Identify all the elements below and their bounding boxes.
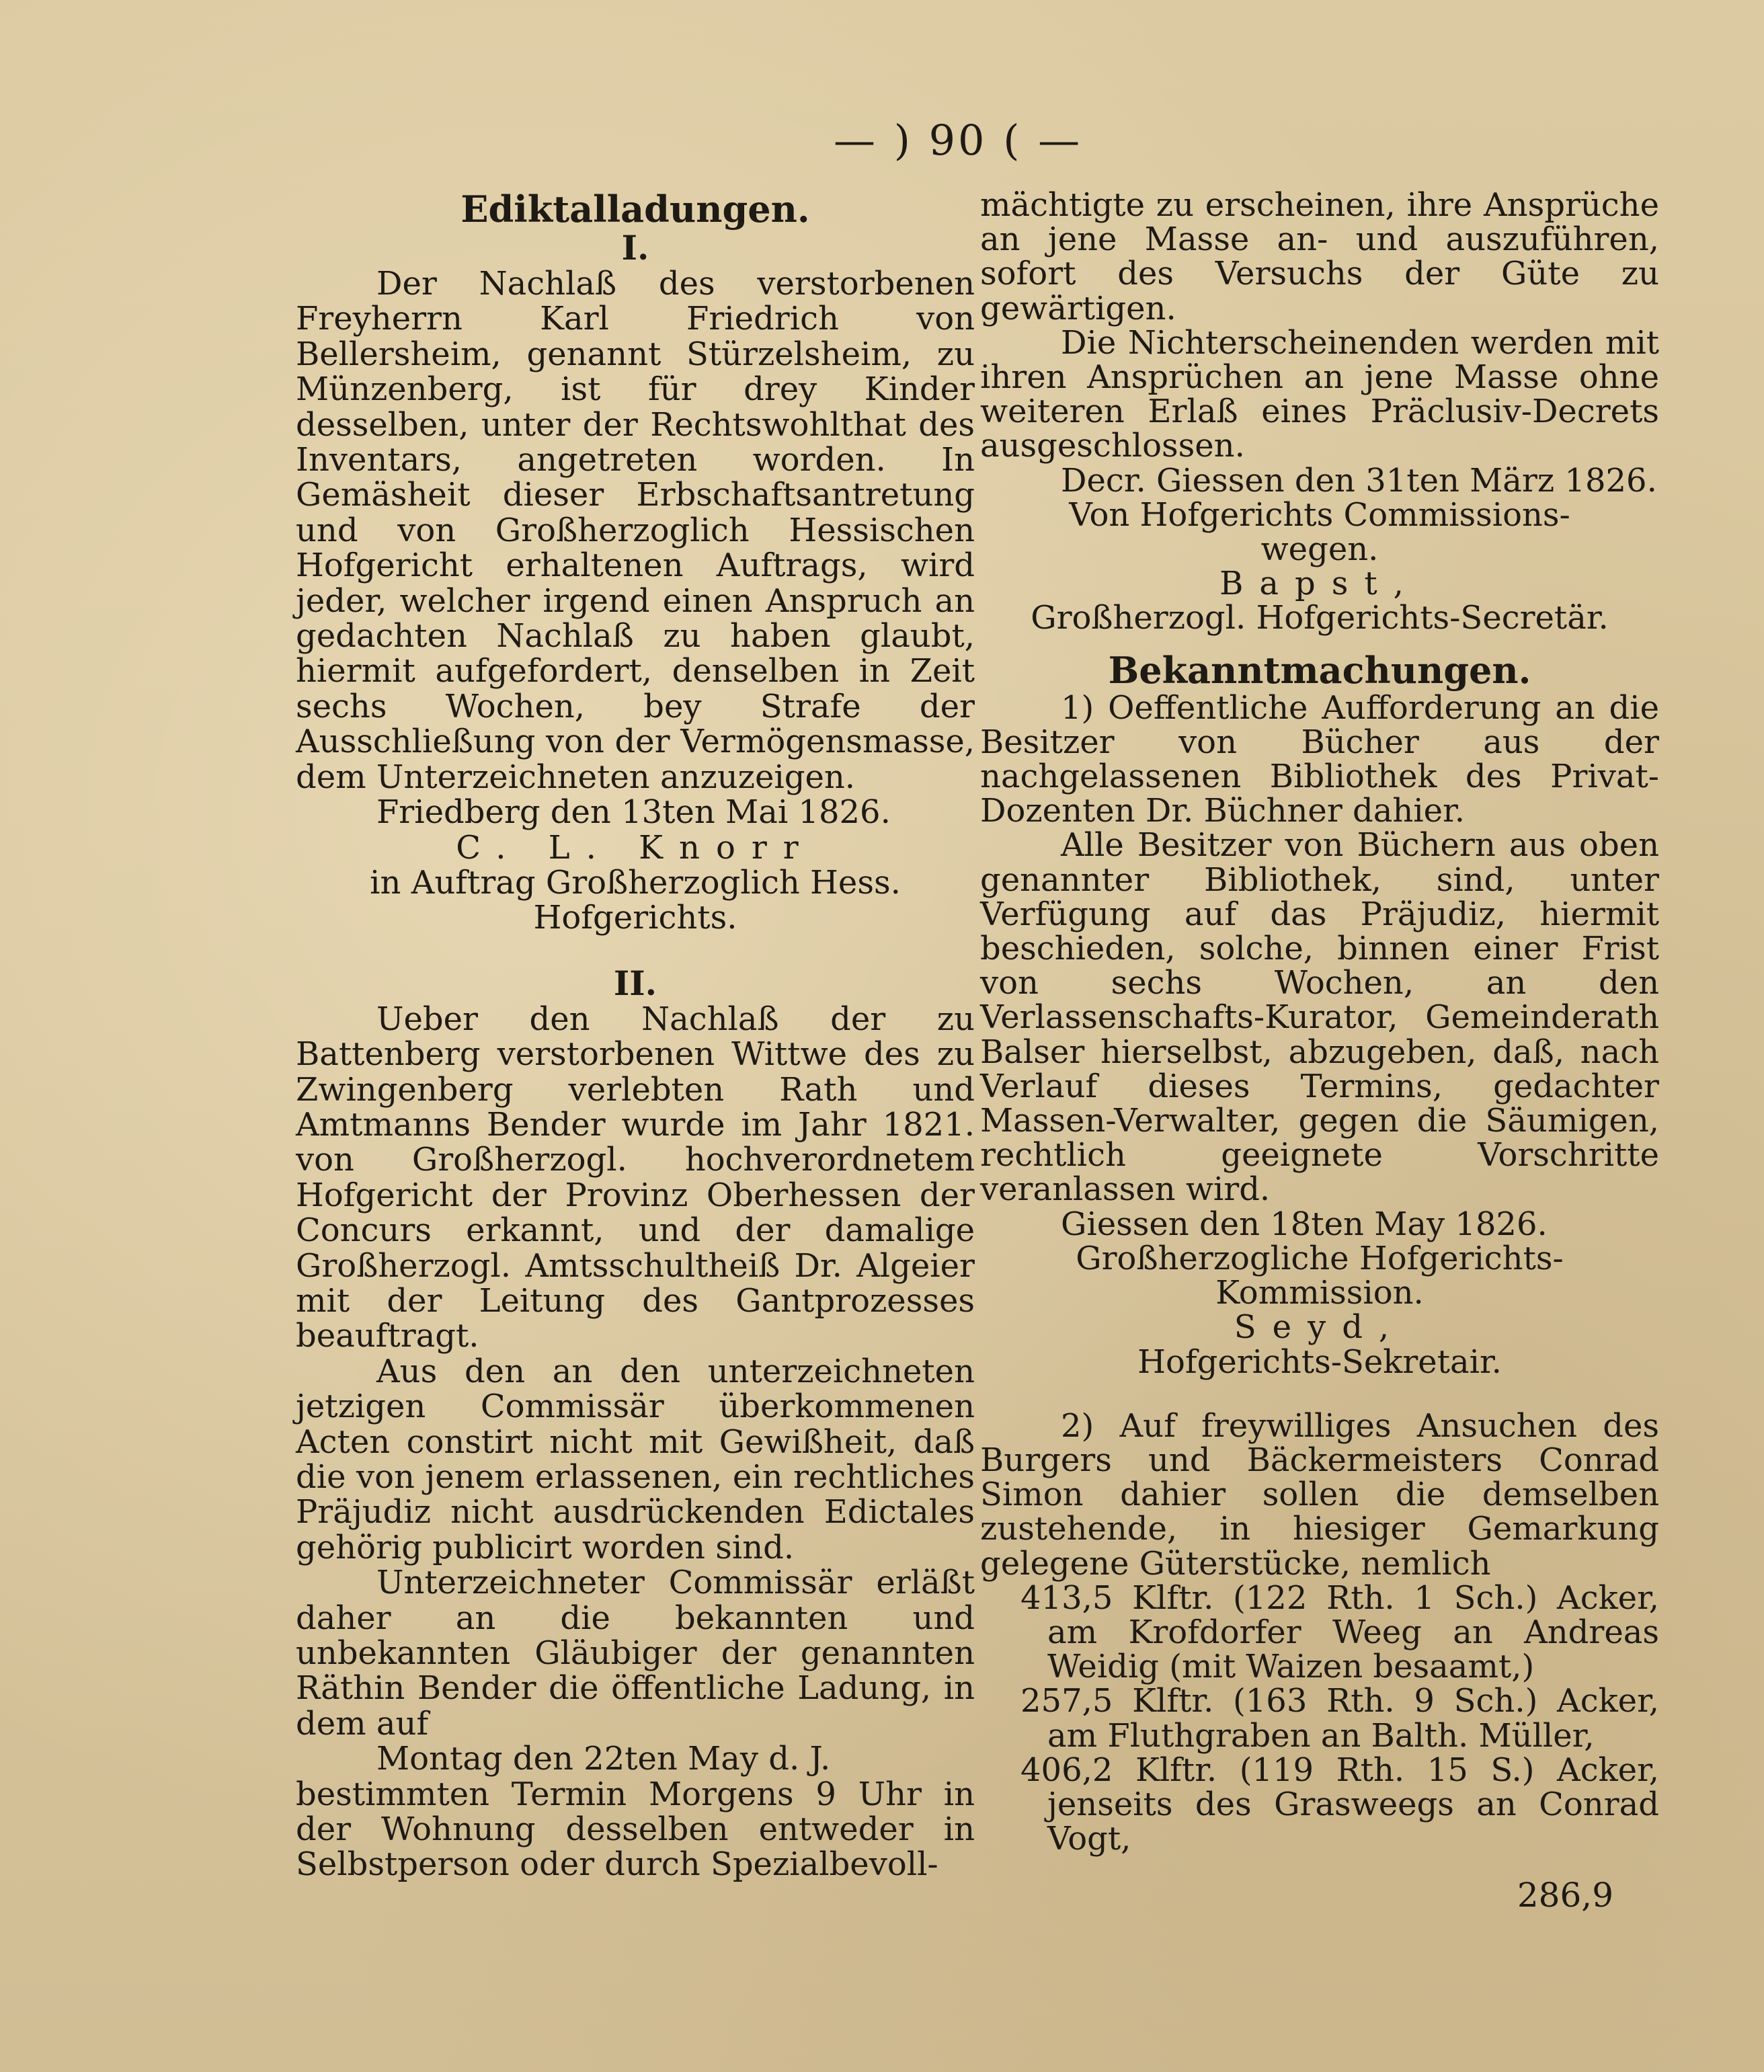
- item1-signature-role: Hofgerichts-Sekretair.: [1137, 1343, 1502, 1381]
- item1-title: 1) Oeffentliche Aufforderung an die Besitzer von Bücher aus der nachgelassenen Bibliothek des Privat-Dozenten Dr. Büchner dahier.: [980, 688, 1659, 830]
- item1-body: Alle Besitzer von Büchern aus oben genannter Bibliothek, sind, unter Verfügung auf das Präjudiz, hiermit beschieden, solche, binnen einer Frist von sechs Wochen, an den Verlassenschafts-Kurator, Gemeinderath Balser hierselbst, abzugeben, daß, nach Verlauf dieses Termins, gedachter Massen-Verwalter, gegen die Säumigen, rechtlich geeignete Vorschritte veranlassen wird.: [980, 826, 1659, 1209]
- part1-signature-role-2: Hofgerichts.: [533, 899, 737, 937]
- part-label-2: II.: [613, 963, 657, 1003]
- continued-signature-1: Von Hofgerichts Commissions-: [1069, 495, 1570, 534]
- continued-body-2: Die Nichterscheinenden werden mit ihren Ansprüchen an jene Masse ohne weiteren Erlaß eines Präclusiv-Decrets ausgeschlossen.: [980, 323, 1659, 465]
- item1-signature-name: Seyd,: [1234, 1308, 1406, 1347]
- list-item: 257,5 Klftr. (163 Rth. 9 Sch.) Acker, am Fluthgraben an Balth. Müller,: [1020, 1682, 1659, 1755]
- left-column: [296, 188, 975, 1882]
- item1-signature-1: Großherzogliche Hofgerichts-Kommission.: [1076, 1239, 1564, 1312]
- part2-body-1: Ueber den Nachlaß der zu Battenberg verstorbenen Wittwe des zu Zwingenberg verlebten Rath und Amtmanns Bender wurde im Jahr 1821. von Großherzogl. hochverordnetem Hofgericht der Provinz Oberhessen der Concurs erkannt, und der damalige Großherzogl. Amtsschultheiß Dr. Algeier mit der Leitung des Gantprozesses beauftragt.: [296, 1000, 975, 1355]
- list-item: 413,5 Klftr. (122 Rth. 1 Sch.) Acker, am Krofdorfer Weeg an Andreas Weidig (mit Waizen besaamt,): [1020, 1579, 1659, 1686]
- list-item: 406,2 Klftr. (119 Rth. 15 S.) Acker, jenseits des Grasweegs an Conrad Vogt,: [1020, 1751, 1659, 1858]
- part1-signature-name: C. L. Knorr: [456, 828, 815, 867]
- continued-signature-name: Bapst,: [1219, 565, 1420, 603]
- part1-signature-role-1: in Auftrag Großherzoglich Hess.: [370, 863, 901, 902]
- item2-intro: 2) Auf freywilliges Ansuchen des Burgers und Bäckermeisters Conrad Simon dahier sollen die demselben zustehende, in hiesiger Gemarkung gelegene Güterstücke, nemlich: [980, 1406, 1659, 1583]
- part2-body-3: Unterzeichneter Commissär erläßt daher an die bekannten und unbekannten Gläubiger der genannten Räthin Bender die öffentliche Ladung, in dem auf: [296, 1564, 975, 1743]
- continued-signature-2: wegen.: [1260, 530, 1379, 569]
- page-number: — ) 90 ( —: [834, 116, 1083, 165]
- part1-body: Der Nachlaß des verstorbenen Freyherrn Karl Friedrich von Bellersheim, genannt Stürzelsheim, zu Münzenberg, ist für drey Kinder desselben, unter der Rechtswohlthat des Inventars, angetreten worden. In Gemäsheit dieser Erbschaftsantretung und von Großherzoglich Hessischen Hofgericht erhaltenen Auftrags, wird jeder, welcher irgend einen Anspruch an gedachten Nachlaß zu haben glaubt, hiermit aufgefordert, denselben in Zeit sechs Wochen, bey Strafe der Ausschließung von der Vermögensmasse, dem Unterzeichneten anzuzeigen.: [296, 265, 975, 796]
- right-column: [980, 188, 1659, 1856]
- signature-mark: 286,9: [1517, 1876, 1613, 1915]
- part1-date: Friedberg den 13ten Mai 1826.: [376, 793, 891, 832]
- continued-date: Decr. Giessen den 31ten März 1826.: [1061, 461, 1657, 500]
- section-title-bekanntmachungen: Bekanntmachungen.: [1108, 648, 1531, 692]
- continued-signature-role: Großherzogl. Hofgerichts-Secretär.: [1031, 599, 1609, 637]
- part2-body-2: Aus den an den unterzeichneten jetzigen Commissär überkommenen Acten constirt nicht mit Gewißheit, daß die von jenem erlassenen, ein rechtliches Präjudiz nicht ausdrückenden Edictales gehörig publicirt worden sind.: [296, 1352, 975, 1566]
- item1-date: Giessen den 18ten May 1826.: [1061, 1205, 1548, 1243]
- part2-body-5: bestimmten Termin Morgens 9 Uhr in der Wohnung desselben entweder in Selbstperson oder durch Spezialbevoll-: [296, 1775, 975, 1884]
- part2-body-4: Montag den 22ten May d. J.: [376, 1740, 831, 1778]
- continued-body: mächtigte zu erscheinen, ihre Ansprüche an jene Masse an- und auszuführen, sofort des Versuchs der Güte zu gewärtigen.: [980, 186, 1659, 327]
- part-label-1: I.: [621, 228, 649, 268]
- section-title-ediktalladungen: Ediktalladungen.: [460, 188, 810, 231]
